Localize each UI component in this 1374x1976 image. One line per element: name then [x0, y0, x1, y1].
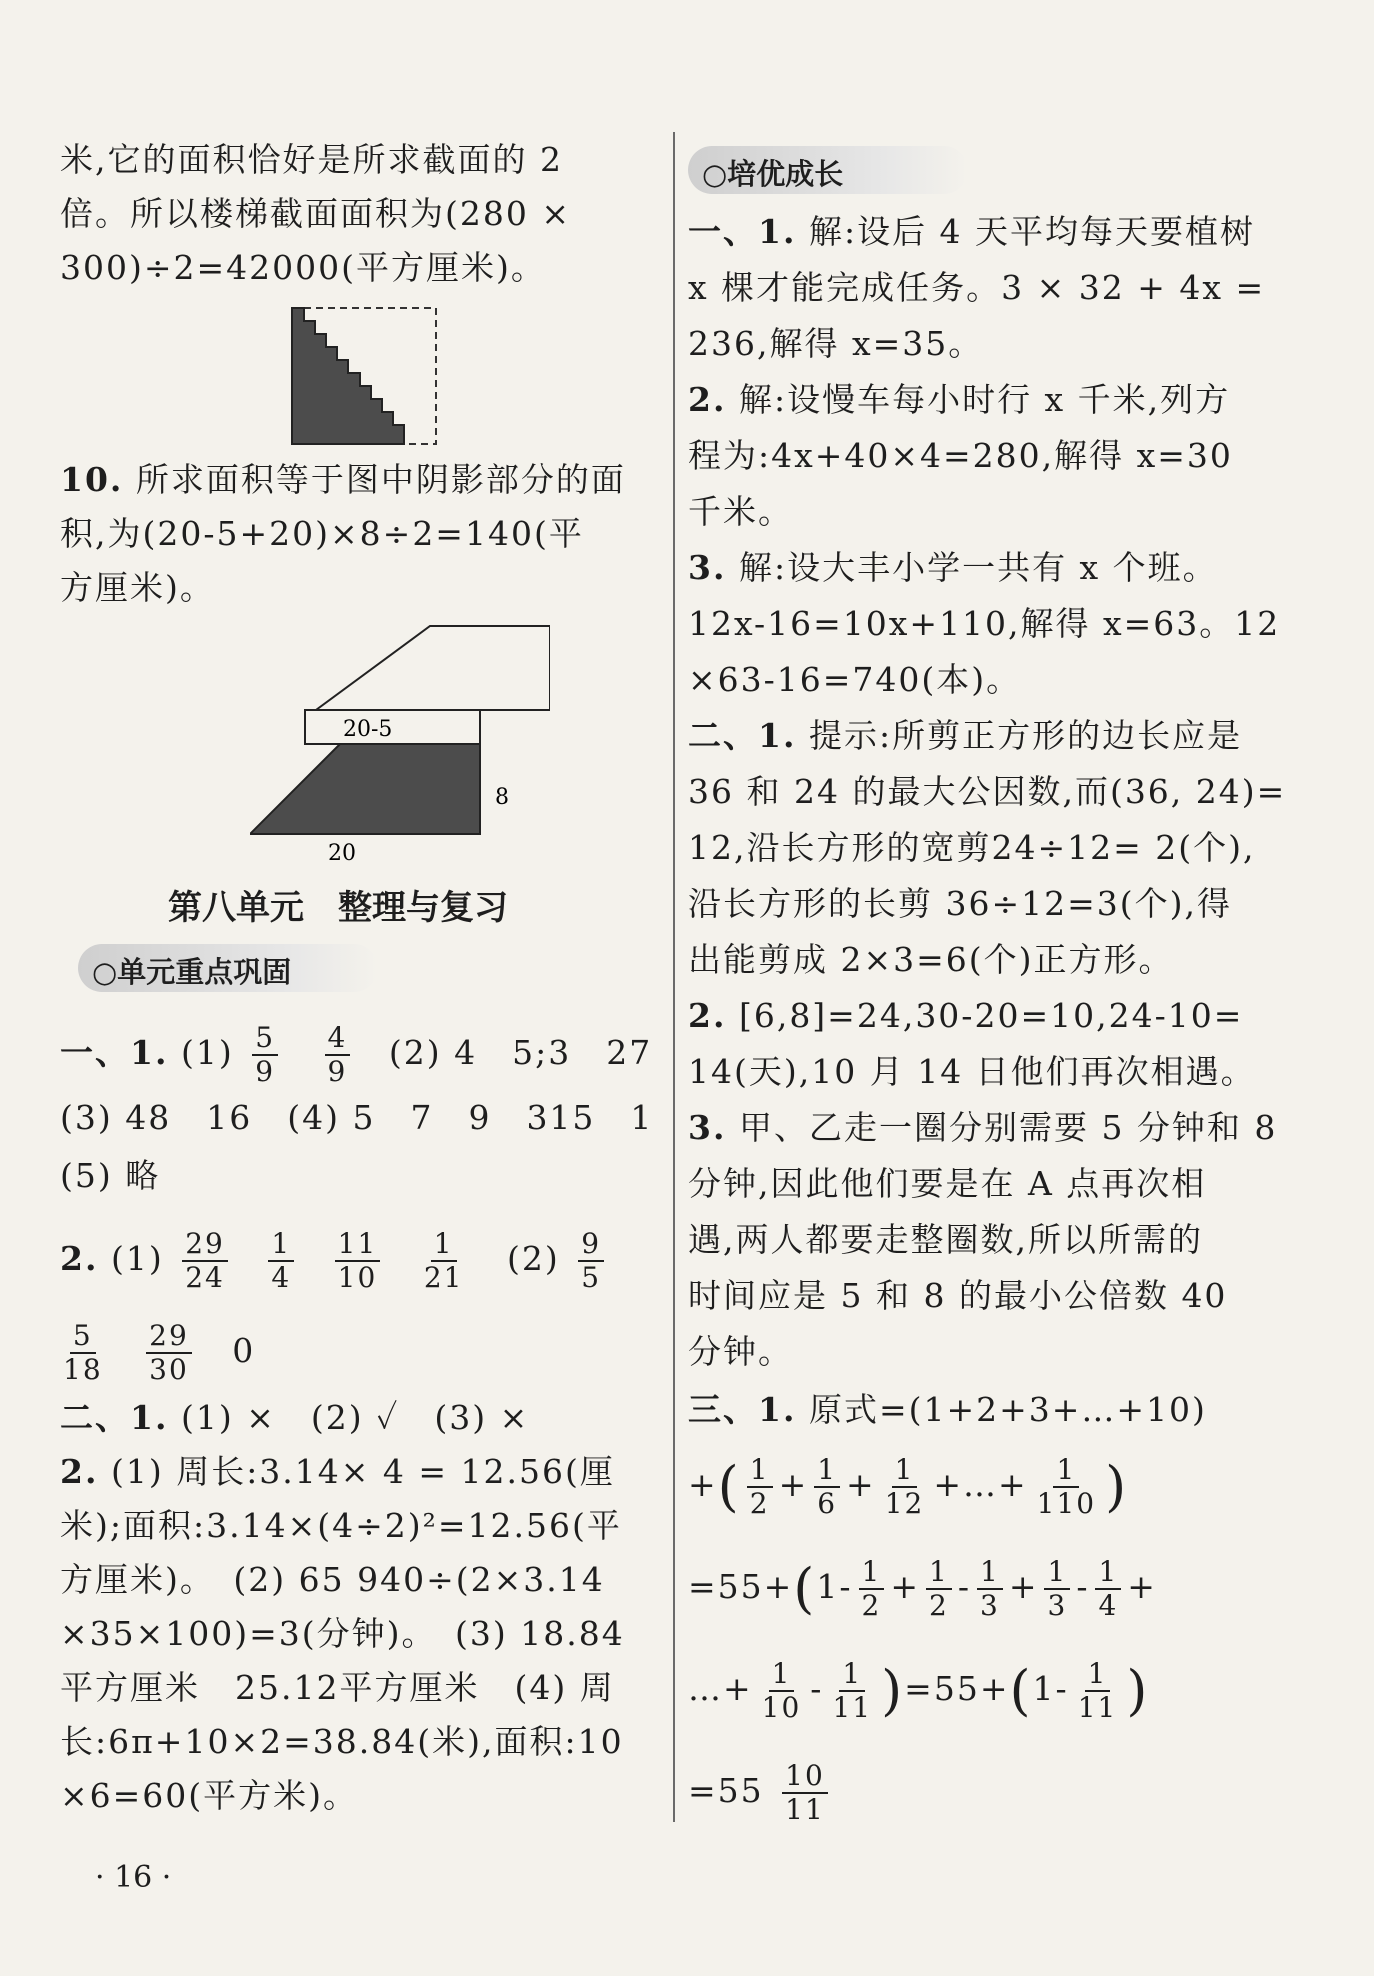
- label-20: 20: [328, 841, 356, 866]
- answer-text: (1) 周长:3.14× 4 = 12.56(厘: [110, 1452, 615, 1491]
- math-text: +…+: [933, 1465, 1028, 1504]
- answer-text: (1) × (2) ✓ (3) ×: [180, 1398, 530, 1437]
- math-text: 1-: [816, 1567, 853, 1606]
- fraction: $\frac{5}{18}$: [63, 1319, 103, 1386]
- answer-text: 14(天),10 月 14 日他们再次相遇。: [688, 1052, 1256, 1091]
- answer-text: (1): [110, 1239, 164, 1278]
- answer-text: ×63-16=740(本)。: [688, 660, 1022, 699]
- fraction: $\frac{1}{6}$: [814, 1454, 840, 1520]
- fraction: $\frac{1}{2}$: [859, 1556, 885, 1622]
- fraction: $\frac{1}{2}$: [747, 1454, 773, 1520]
- fraction: $\frac{5}{9}$: [252, 1022, 278, 1088]
- answer-text: 解:设慢车每小时行 x 千米,列方: [738, 380, 1231, 419]
- question-number: 2.: [60, 1239, 99, 1278]
- answer-text: (1): [180, 1033, 234, 1072]
- answer-text: (2): [506, 1239, 560, 1278]
- fraction: $\frac{1}{4}$: [268, 1228, 294, 1294]
- fraction: $\frac{1}{10}$: [761, 1657, 802, 1724]
- section-badge: [688, 146, 968, 194]
- fraction: $\frac{1}{21}$: [423, 1227, 464, 1294]
- answer-text: 甲、乙走一圈分别需要 5 分钟和 8: [738, 1108, 1278, 1147]
- answer-text: 36 和 24 的最大公因数,而(36, 24)=: [688, 772, 1287, 811]
- section-badge-label: ○培优成长: [702, 157, 844, 191]
- label-20-5: 20-5: [343, 717, 393, 742]
- question-number: 一、1.: [60, 1033, 169, 1072]
- fraction: $\frac{29}{24}$: [182, 1228, 228, 1294]
- answer-text: 出能剪成 2×3=6(个)正方形。: [688, 940, 1174, 979]
- fraction: $\frac{1}{4}$: [1095, 1556, 1121, 1622]
- fraction: $\frac{10}{11}$: [782, 1760, 828, 1826]
- section-badge-label: ○单元重点巩固: [92, 955, 292, 989]
- fraction: $\frac{1}{12}$: [884, 1453, 925, 1520]
- answer-text: ×35×100)=3(分钟)。 (3) 18.84: [60, 1614, 625, 1653]
- question-number: 一、1.: [688, 212, 797, 251]
- question-number: 10.: [60, 460, 124, 499]
- math-text: =55: [688, 1771, 764, 1810]
- answer-text: 千米。: [688, 492, 793, 531]
- answer-text: ×6=60(平方米)。: [60, 1776, 359, 1815]
- answer-text: 解:设后 4 天平均每天要植树: [808, 212, 1256, 251]
- answer-text: 遇,两人都要走整圈数,所以所需的: [688, 1220, 1203, 1259]
- answer-text: [6,8]=24,30-20=10,24-10=: [738, 996, 1244, 1035]
- section-badge: [78, 944, 378, 992]
- answer-text: 236,解得 x=35。: [688, 324, 984, 363]
- question-number: 3.: [688, 548, 727, 587]
- answer-text: 解:设大丰小学一共有 x 个班。: [738, 548, 1218, 587]
- question-number: 2.: [60, 1452, 99, 1491]
- fraction: $\frac{1}{3}$: [1044, 1556, 1070, 1622]
- answer-text: 分钟,因此他们要是在 A 点再次相: [688, 1164, 1207, 1203]
- text-line: 积,为(20-5+20)×8÷2=140(平: [60, 514, 584, 553]
- answer-text: 长:6π+10×2=38.84(米),面积:10: [60, 1722, 624, 1761]
- text-line: 所求面积等于图中阴影部分的面: [135, 460, 626, 499]
- answer-text: 12x-16=10x+110,解得 x=63。12: [688, 604, 1281, 643]
- column-divider: [673, 132, 675, 1822]
- question-number: 2.: [688, 996, 727, 1035]
- fraction: $\frac{1}{2}$: [926, 1556, 952, 1622]
- answer-text: 0: [232, 1331, 256, 1370]
- answer-text: 程为:4x+40×4=280,解得 x=30: [688, 436, 1233, 475]
- staircase-figure: [290, 306, 450, 446]
- fraction: $\frac{11}{10}$: [335, 1228, 381, 1294]
- answer-text: 方厘米)。 (2) 65 940÷(2×3.14: [60, 1560, 605, 1599]
- question-number: 三、1.: [688, 1390, 797, 1429]
- answer-text: 12,沿长方形的宽剪24÷12= 2(个),: [688, 828, 1256, 867]
- fraction: $\frac{1}{11}$: [1077, 1657, 1118, 1724]
- answer-text: (3) 48 16 (4) 5 7 9 315 1: [60, 1098, 654, 1137]
- question-number: 2.: [688, 380, 727, 419]
- label-8: 8: [495, 785, 509, 810]
- unit-title: 第八单元 整理与复习: [168, 888, 508, 928]
- answer-text: 提示:所剪正方形的边长应是: [808, 716, 1243, 755]
- answer-text: x 棵才能完成任务。3 × 32 + 4x =: [688, 268, 1266, 307]
- answer-text: 原式=(1+2+3+…+10): [808, 1390, 1207, 1429]
- question-number: 二、1.: [60, 1398, 169, 1437]
- fraction: $\frac{1}{3}$: [977, 1556, 1003, 1622]
- math-text: …+: [688, 1669, 753, 1708]
- page-number: · 16 ·: [95, 1860, 172, 1895]
- answer-text: 时间应是 5 和 8 的最小公倍数 40: [688, 1276, 1228, 1315]
- question-number: 3.: [688, 1108, 727, 1147]
- answer-text: (5) 略: [60, 1156, 161, 1195]
- answer-text: 分钟。: [688, 1332, 793, 1371]
- text-line: 方厘米)。: [60, 568, 215, 607]
- question-number: 二、1.: [688, 716, 797, 755]
- text-line: 300)÷2=42000(平方厘米)。: [60, 248, 546, 287]
- answer-text: 沿长方形的长剪 36÷12=3(个),得: [688, 884, 1233, 923]
- fraction: $\frac{29}{30}$: [146, 1320, 192, 1386]
- fraction: $\frac{1}{11}$: [832, 1657, 873, 1724]
- math-text: =55+: [904, 1669, 1010, 1708]
- fraction: $\frac{9}{5}$: [578, 1228, 604, 1294]
- trapezoid-figure: [250, 618, 550, 868]
- fraction: $\frac{1}{110}$: [1036, 1453, 1097, 1520]
- answer-text: 米);面积:3.14×(4÷2)²=12.56(平: [60, 1506, 622, 1545]
- math-text: +: [688, 1465, 718, 1504]
- text-line: 米,它的面积恰好是所求截面的 2: [60, 140, 563, 179]
- fraction: $\frac{4}{9}$: [325, 1022, 351, 1088]
- math-text: =55+: [688, 1567, 794, 1606]
- text-line: 倍。所以楼梯截面面积为(280 ×: [60, 194, 572, 233]
- answer-text: 平方厘米 25.12平方厘米 (4) 周: [60, 1668, 615, 1707]
- answer-text: (2) 4 5;3 27: [388, 1033, 653, 1072]
